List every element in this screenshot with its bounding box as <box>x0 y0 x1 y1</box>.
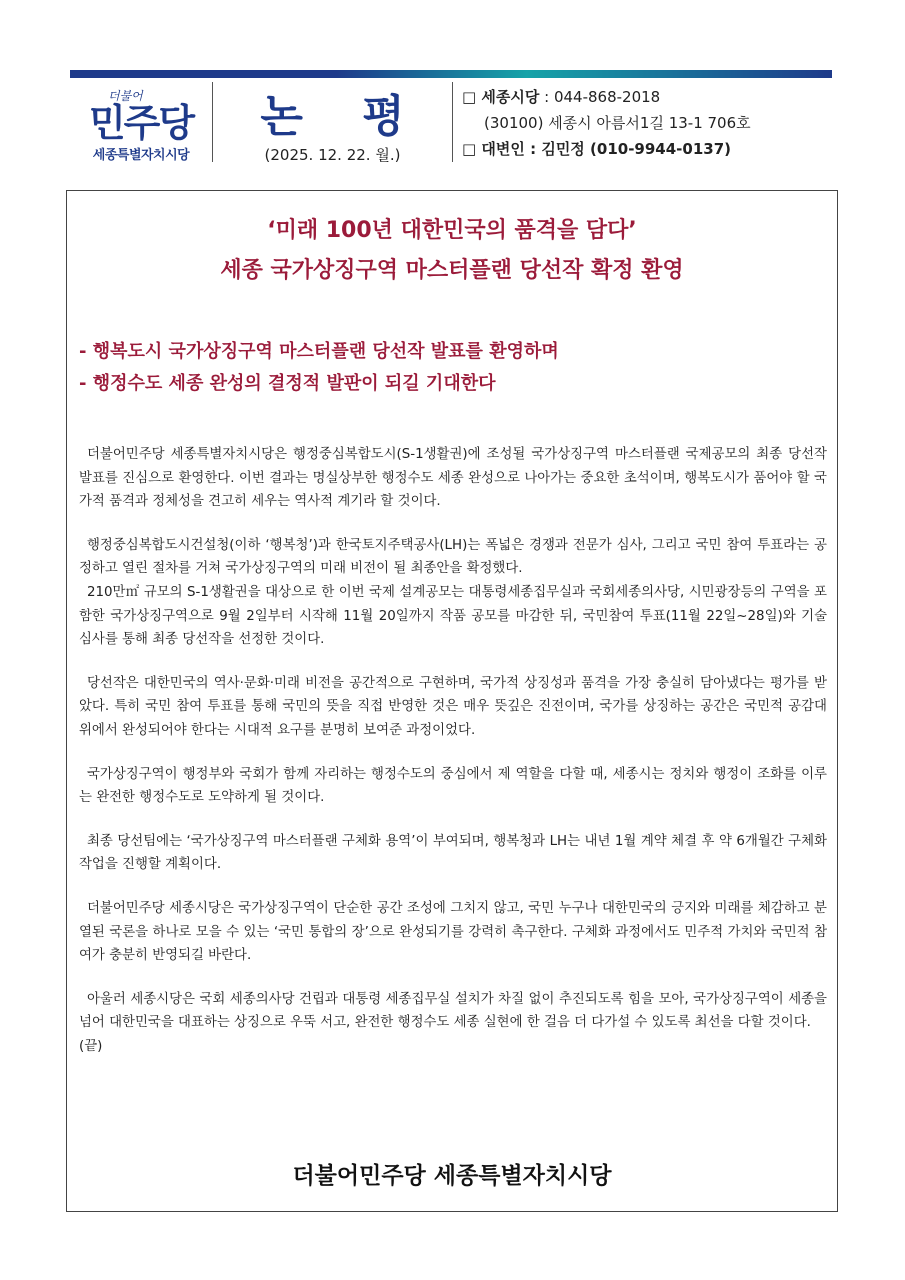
office-label: □ 세종시당 <box>462 88 540 106</box>
doc-type-box <box>213 78 452 168</box>
doc-date: (2025. 12. 22. 월.) <box>264 146 401 164</box>
paragraph: 국가상징구역이 행정부와 국회가 함께 자리하는 행정수도의 중심에서 제 역할을 다할 때, 세종시는 정치와 행정이 조화를 이루는 완전한 행정수도로 도약하게 될 것이다. <box>79 766 827 806</box>
doc-type: 논 평 <box>260 91 427 142</box>
paragraph: 당선작은 대한민국의 역사·문화·미래 비전을 공간적으로 구현하며, 국가적 상징성과 품격을 가장 충실히 담아냈다는 평가를 받았다. 특히 국민 참여 투표를 통해 국민의 뜻을 직접 반영한 것은 매우 뜻깊은 진전이며, 국가를 상징하는 공간은 국민적 공감대 위에서 완성되어야 한다는 시대적 요구를 분명히 보여준 과정이었다. <box>79 675 827 738</box>
paragraph: 더불어민주당 세종특별자치시당은 행정중심복합도시(S-1생활권)에 조성될 국가상징구역 마스터플랜 국제공모의 최종 당선작 발표를 진심으로 환영한다. 이번 결과는 명실상부한 행정수도 세종 완성으로 나아가는 중요한 초석이며, 행복도시가 품어야 할 국가적 품격과 정체성을 견고히 세우는 역사적 계기라 할 것이다. <box>79 447 827 510</box>
press-header <box>70 78 832 168</box>
paragraph: 아울러 세종시당은 국회 세종의사당 건립과 대통령 세종집무실 설치가 차질 없이 추진되도록 힘을 모아, 국가상징구역이 세종을 넘어 대한민국을 대표하는 상징으로 우뚝 서고, 완전한 행정수도 세종 실현에 한 걸음 더 다가설 수 있도록 최선을 다할 것이다. <box>79 991 827 1031</box>
office-address: (30100) 세종시 아름서1길 13-1 706호 <box>484 114 751 132</box>
spokesperson-info: : 김민정 (010-9944-0137) <box>530 140 731 158</box>
headline-line-2: 세종 국가상징구역 마스터플랜 당선작 확정 환영 <box>220 258 684 283</box>
header-divider <box>452 82 453 162</box>
logo-sub-text: 세종특별자치시당 <box>92 148 190 163</box>
subhead-1: - 행복도시 국가상징구역 마스터플랜 당선작 발표를 환영하며 <box>79 341 559 362</box>
paragraph: 최종 당선팀에는 ‘국가상징구역 마스터플랜 구체화 용역’이 부여되며, 행복청과 LH는 내년 1월 계약 체결 후 약 6개월간 구체화 작업을 진행할 계획이다. <box>79 833 827 873</box>
headline-line-1: ‘미래 100년 대한민국의 품격을 담다’ <box>267 218 637 243</box>
footer-signature: 더불어민주당 세종특별자치시당 <box>292 1163 612 1189</box>
end-mark: (끝) <box>79 1038 103 1054</box>
header-color-bar <box>70 70 832 78</box>
contact-info <box>462 84 832 162</box>
press-body-box <box>66 190 838 1212</box>
spokesperson-label: □ 대변인 <box>462 140 525 158</box>
body-text <box>79 443 827 1058</box>
logo-small-text: 더불어 <box>108 89 143 103</box>
paragraph: 더불어민주당 세종시당은 국가상징구역이 단순한 공간 조성에 그치지 않고, 국민 누구나 대한민국의 긍지와 미래를 체감하고 분열된 국론을 하나로 모을 수 있는 ‘국민 통합의 장’으로 완성되기를 강력히 촉구한다. 구체화 과정에서도 민주적 가치와 국민적 참여가 충분히 반영되길 바란다. <box>79 900 827 964</box>
office-phone: : 044-868-2018 <box>544 88 661 106</box>
logo-main-text: 민주당 <box>88 101 194 145</box>
party-logo <box>70 78 212 168</box>
paragraph: 행정중심복합도시건설청(이하 ‘행복청’)과 한국토지주택공사(LH)는 폭넓은 경쟁과 전문가 심사, 그리고 국민 참여 투표라는 공정하고 열린 절차를 거쳐 국가상징구역의 미래 비전이 될 최종안을 확정했다. <box>79 537 827 577</box>
paragraph: 210만㎡ 규모의 S-1생활권을 대상으로 한 이번 국제 설계공모는 대통령세종집무실과 국회세종의사당, 시민광장등의 구역을 포함한 국가상징구역으로 9월 2일부터 시작해 11월 20일까지 작품 공모를 마감한 뒤, 국민참여 투표(11월 22일~28일)와 기술 심사를 통해 최종 당선작을 선정한 것이다. <box>79 584 827 648</box>
subhead-2: - 행정수도 세종 완성의 결정적 발판이 되길 기대한다 <box>79 373 496 394</box>
